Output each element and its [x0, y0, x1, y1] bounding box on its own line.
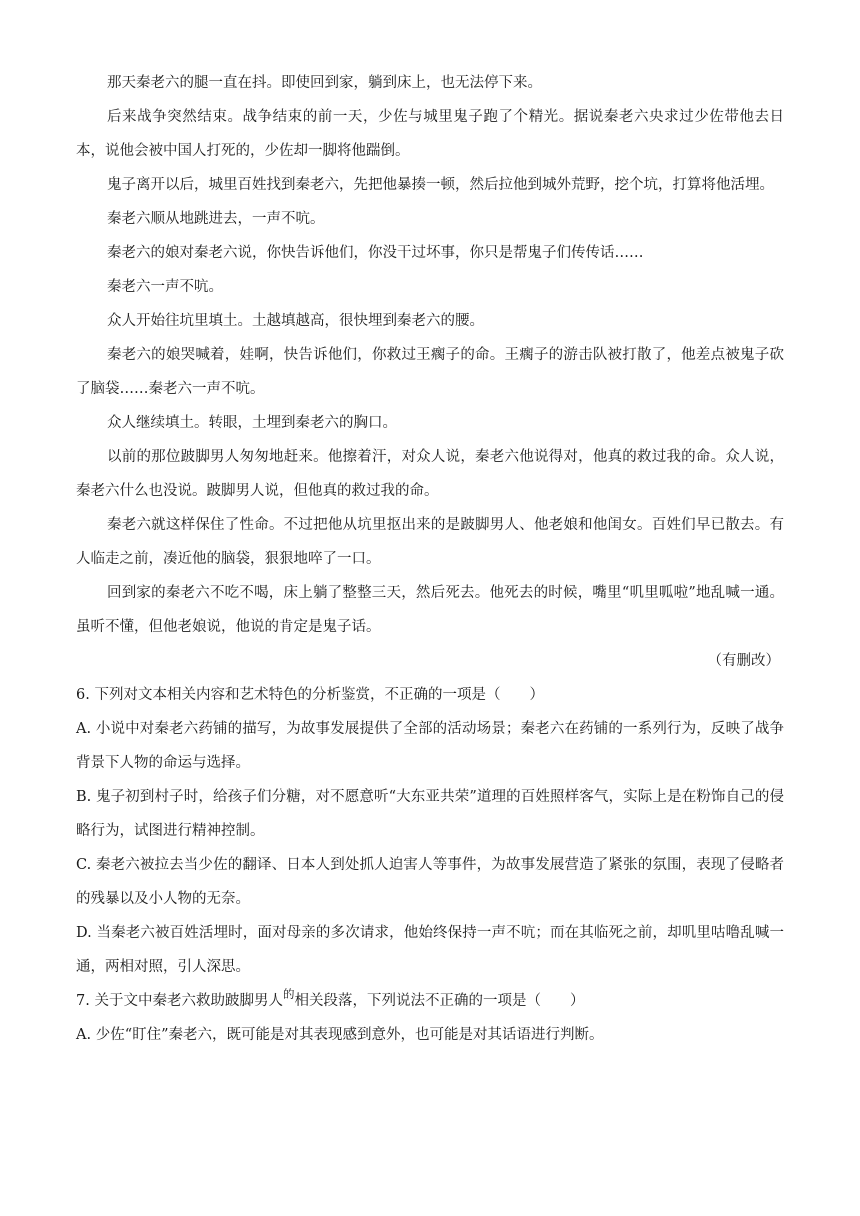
story-paragraph: 鬼子离开以后，城里百姓找到秦老六，先把他暴揍一顿，然后拉他到城外荒野，挖个坑，打算将他活埋。	[107, 177, 774, 193]
story-paragraph: 回到家的秦老六不吃不喝，床上躺了整整三天，然后死去。他死去的时候，嘴里“叽里呱啦”地乱喊一通。虽听不懂，但他老娘说，他说的肯定是鬼子话。	[76, 585, 784, 635]
question-7-stem-start: 7. 关于文中秦老六救助跛脚男人	[76, 993, 283, 1009]
story-paragraph: 以前的那位跛脚男人匆匆地赶来。他擦着汗，对众人说，秦老六他说得对，他真的救过我的命。众人说，秦老六什么也没说。跛脚男人说，但他真的救过我的命。	[76, 449, 784, 499]
document-body	[76, 66, 784, 1052]
story-paragraph: 秦老六就这样保住了性命。不过把他从坑里抠出来的是跛脚男人、他老娘和他闺女。百姓们早已散去。有人临走之前，凑近他的脑袋，狠狠地啐了一口。	[76, 517, 784, 567]
question-7-stem-end: 相关段落，下列说法不正确的一项是（ ）	[294, 993, 585, 1009]
story-paragraph: 后来战争突然结束。战争结束的前一天，少佐与城里鬼子跑了个精光。据说秦老六央求过少佐带他去日本，说他会被中国人打死的，少佐却一脚将他踹倒。	[76, 109, 784, 159]
question-6-option-d: D. 当秦老六被百姓活埋时，面对母亲的多次请求，他始终保持一声不吭；而在其临死之前，却叽里咕噜乱喊一通，两相对照，引人深思。	[76, 925, 784, 975]
story-paragraph: 众人开始往坑里填土。土越填越高，很快埋到秦老六的腰。	[107, 313, 484, 329]
question-6-option-b: B. 鬼子初到村子时，给孩子们分糖，对不愿意听“大东亚共荣”道理的百姓照样客气，实际上是在粉饰自己的侵略行为，试图进行精神控制。	[76, 789, 784, 839]
story-paragraph: 众人继续填土。转眼，土埋到秦老六的胸口。	[107, 415, 397, 431]
question-7-stem-raised-char: 的	[282, 987, 295, 1001]
question-7-option-a: A. 少佐“盯住”秦老六，既可能是对其表现感到意外，也可能是对其话语进行判断。	[76, 1027, 604, 1043]
question-6-stem: 6. 下列对文本相关内容和艺术特色的分析鉴赏，不正确的一项是（ ）	[76, 687, 544, 703]
question-6-option-c: C. 秦老六被拉去当少佐的翻译、日本人到处抓人迫害人等事件，为故事发展营造了紧张的氛围，表现了侵略者的残暴以及小人物的无奈。	[76, 857, 784, 907]
source-note: （有删改）	[707, 653, 780, 669]
story-paragraph: 秦老六的娘对秦老六说，你快告诉他们，你没干过坏事，你只是帮鬼子们传传话……	[107, 245, 644, 261]
story-paragraph: 秦老六的娘哭喊着，娃啊，快告诉他们，你救过王瘸子的命。王瘸子的游击队被打散了，他差点被鬼子砍了脑袋……秦老六一声不吭。	[76, 347, 784, 397]
story-paragraph: 秦老六顺从地跳进去，一声不吭。	[107, 211, 325, 227]
question-7-stem	[76, 984, 784, 1018]
story-paragraph: 那天秦老六的腿一直在抖。即使回到家，躺到床上，也无法停下来。	[107, 75, 542, 91]
story-paragraph: 秦老六一声不吭。	[107, 279, 223, 295]
question-6-option-a: A. 小说中对秦老六药铺的描写，为故事发展提供了全部的活动场景；秦老六在药铺的一系列行为，反映了战争背景下人物的命运与选择。	[76, 721, 784, 771]
